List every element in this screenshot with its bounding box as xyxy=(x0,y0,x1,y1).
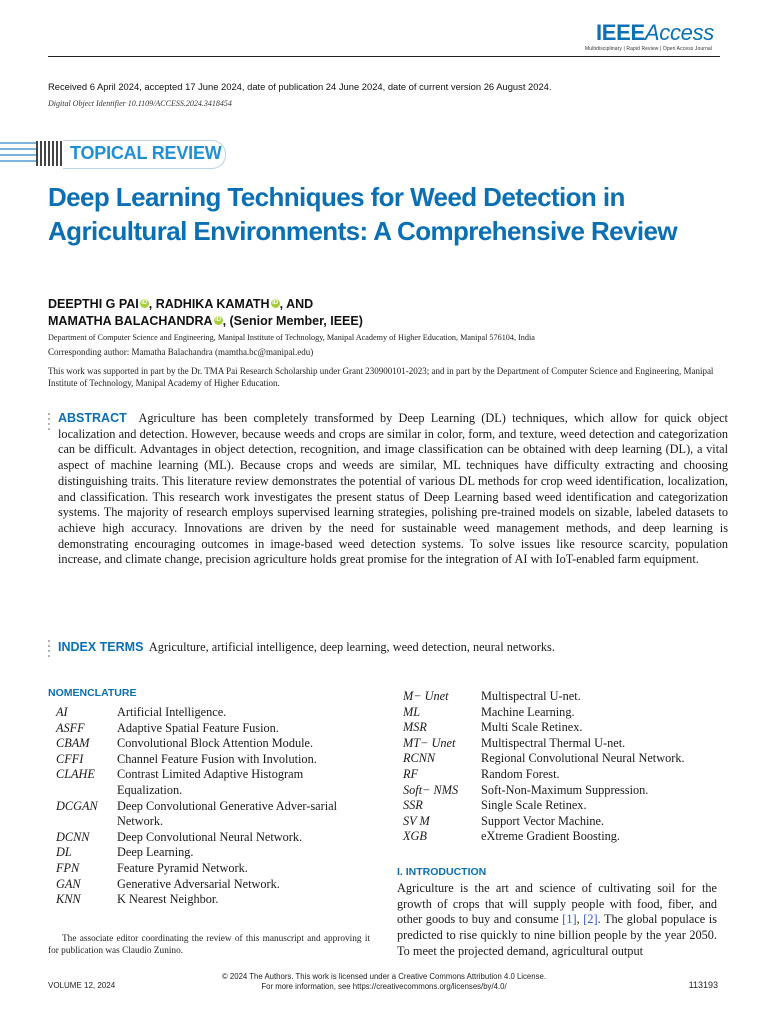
nomenclature-right xyxy=(403,689,723,845)
doi-line: Digital Object Identifier 10.1109/ACCESS.2024.3418454 xyxy=(48,99,232,108)
banner-stripe xyxy=(0,160,36,162)
abbreviation: RF xyxy=(403,766,419,781)
nomenclature-row xyxy=(56,861,356,877)
license-line: © 2024 The Authors. This work is licensed under a Creative Commons Attribution 4.0 License. xyxy=(222,972,546,981)
abbreviation: FPN xyxy=(56,860,80,875)
orcid-icon[interactable]: iD xyxy=(141,300,148,306)
abbreviation: CFFI xyxy=(56,751,84,766)
abbreviation: SSR xyxy=(403,798,423,813)
abstract xyxy=(58,411,728,568)
nomenclature-row xyxy=(56,752,356,768)
definition: Deep Convolutional Generative Adver-sarial Network. xyxy=(117,798,337,829)
abbreviation: DCNN xyxy=(56,829,90,844)
abstract-label: ABSTRACT xyxy=(58,411,127,425)
page-number: 113193 xyxy=(688,980,718,990)
definition: Contrast Limited Adaptive Histogram Equalization. xyxy=(117,767,304,797)
orcid-icon[interactable]: iD xyxy=(272,300,279,306)
corresponding-author: Corresponding author: Mamatha Balachandra (mamtha.bc@manipal.edu) xyxy=(48,347,314,357)
index-dots-icon xyxy=(48,640,51,660)
nomenclature-row xyxy=(403,689,723,705)
author-separator: , AND xyxy=(279,297,314,311)
intro-paragraph: Agriculture is the art and science of cultivating soil for the growth of crops that will supply people with food, fiber, and other goods to buy and consume xyxy=(397,881,717,927)
abbreviation: CLAHE xyxy=(56,767,95,782)
nomenclature-row xyxy=(56,845,356,861)
nomenclature-row xyxy=(403,829,723,845)
definition: Convolutional Block Attention Module. xyxy=(117,736,314,751)
abbreviation: DL xyxy=(56,845,72,860)
banner-stripe xyxy=(0,142,36,144)
citation-separator: , xyxy=(576,912,584,927)
header-rule xyxy=(48,56,720,57)
banner-bars-icon xyxy=(36,141,64,166)
citation-link[interactable]: [2] xyxy=(583,912,598,927)
abbreviation: MSR xyxy=(403,720,427,735)
abbreviation: XGB xyxy=(403,829,427,844)
abbreviation: CBAM xyxy=(56,736,90,751)
nomenclature-row xyxy=(403,720,723,736)
article-type-banner xyxy=(0,137,228,169)
definition: Multispectral Thermal U-net. xyxy=(481,735,626,750)
nomenclature-row xyxy=(403,814,723,830)
index-terms-label: INDEX TERMS xyxy=(58,640,144,654)
banner-stripe xyxy=(0,154,36,156)
nomenclature-row xyxy=(56,767,356,798)
abbreviation: M− Unet xyxy=(403,689,449,703)
definition: Regional Convolutional Neural Network. xyxy=(481,751,685,766)
definition: Artificial Intelligence. xyxy=(117,705,227,719)
article-title: Deep Learning Techniques for Weed Detection in Agricultural Environments: A Comprehensive Review xyxy=(48,182,677,246)
definition: Multispectral U-net. xyxy=(481,689,581,703)
author-membership: , (Senior Member, IEEE) xyxy=(222,314,363,328)
author-name: MAMATHA BALACHANDRA xyxy=(48,314,213,328)
banner-label: TOPICAL REVIEW xyxy=(70,143,222,163)
definition: Feature Pyramid Network. xyxy=(117,860,248,875)
abbreviation: AI xyxy=(56,705,68,719)
citation-link[interactable]: [1] xyxy=(562,912,577,927)
abbreviation: SV M xyxy=(403,813,430,828)
abstract-dots-icon xyxy=(48,413,51,433)
orcid-icon[interactable]: iD xyxy=(215,317,222,323)
abbreviation: KNN xyxy=(56,892,81,907)
nomenclature-row xyxy=(56,830,356,846)
volume-label: VOLUME 12, 2024 xyxy=(48,981,116,990)
nomenclature-row xyxy=(56,877,356,893)
journal-tagline: Multidisciplinary | Rapid Review | Open Access Journal xyxy=(585,46,712,52)
abstract-text: Agriculture has been completely transformed by Deep Learning (DL) techniques, which allow for quick object localization and detection. However, because weeds and crops are similar in color, form, and texture, weed detection and categorization can be difficult. Advantages in object detection, recognition, and image classification can be obtained with deep learning (DL), a vital aspect of machine learning (ML). Because crops and weeds are similar, ML techniques have difficulty extracting and choosing distinguishing traits. This literature review demonstrates the potential of various DL methods for crop weed identification, localization, and classification. This research work investigates the present status of Deep Learning based weed identification and categorization systems. The majority of research employs supervised learning strategies, polishing pre-trained models on sizable, labeled datasets to achieve high accuracy. Innovations are driven by the need for sustainable weed management methods, and deep learning is demonstrating encouraging outcomes in image-based weed detection systems. To solve issues like resource scarcity, population increase, and climate change, precision agriculture holds great promise for the integration of AI with IoT-enabled farm equipment. xyxy=(58,411,728,567)
license-url[interactable]: For more information, see https://creativecommons.org/licenses/by/4.0/ xyxy=(261,981,507,991)
abbreviation: ML xyxy=(403,704,421,719)
abbreviation: Soft− NMS xyxy=(403,782,459,797)
definition: Support Vector Machine. xyxy=(481,813,605,828)
definition: Multi Scale Retinex. xyxy=(481,720,583,735)
author-name: DEEPTHI G PAI xyxy=(48,297,139,311)
funding-note: This work was supported in part by the Dr. TMA Pai Research Scholarship under Grant 230900101-2023; and in part by the Department of Computer Science and Engineering, Manipal Institute of Technology, Manipal Academy of Higher Education. xyxy=(48,366,714,388)
definition: Soft-Non-Maximum Suppression. xyxy=(481,782,649,797)
license-notice xyxy=(0,972,768,991)
publication-dates: Received 6 April 2024, accepted 17 June 2024, date of publication 24 June 2024, date of current version 26 August 2024. xyxy=(48,81,552,92)
nomenclature-heading: NOMENCLATURE xyxy=(48,687,137,699)
nomenclature-row xyxy=(403,736,723,752)
definition: eXtreme Gradient Boosting. xyxy=(481,829,620,844)
logo-ieee: IEEE xyxy=(595,20,645,45)
banner-stripe xyxy=(0,148,36,150)
intro-paragraph: . The global populace is predicted to rise quickly to nine billion people by the year 2050. To meet the projected demand, agricultural output xyxy=(397,912,717,958)
definition: Generative Adversarial Network. xyxy=(117,876,280,891)
abbreviation: GAN xyxy=(56,876,81,891)
index-terms xyxy=(58,639,728,655)
nomenclature-row xyxy=(56,721,356,737)
nomenclature-row xyxy=(403,705,723,721)
affiliation: Department of Computer Science and Engineering, Manipal Institute of Technology, Manipal Academy of Higher Education, Manipal 576104, India xyxy=(48,333,535,342)
definition: Single Scale Retinex. xyxy=(481,798,587,813)
nomenclature-left xyxy=(56,705,356,908)
nomenclature-row xyxy=(56,892,356,908)
nomenclature-row xyxy=(56,799,356,830)
nomenclature-row xyxy=(403,798,723,814)
definition: Channel Feature Fusion with Involution. xyxy=(117,751,317,766)
nomenclature-row xyxy=(403,783,723,799)
nomenclature-row xyxy=(403,767,723,783)
nomenclature-row xyxy=(56,736,356,752)
abbreviation: ASFF xyxy=(56,720,85,735)
logo-access: Access xyxy=(644,20,714,45)
definition: K Nearest Neighbor. xyxy=(117,892,219,907)
introduction-heading: I. INTRODUCTION xyxy=(397,866,487,878)
abbreviation: RCNN xyxy=(403,751,436,766)
definition: Deep Learning. xyxy=(117,845,194,860)
definition: Machine Learning. xyxy=(481,704,575,719)
definition: Random Forest. xyxy=(481,766,560,781)
abbreviation: MT− Unet xyxy=(403,735,456,750)
author-name: , RADHIKA KAMATH xyxy=(148,297,270,311)
definition: Deep Convolutional Neural Network. xyxy=(117,829,303,844)
definition: Adaptive Spatial Feature Fusion. xyxy=(117,720,279,735)
editor-footnote: The associate editor coordinating the review of this manuscript and approving it for publication was Claudio Zunino. xyxy=(48,934,370,956)
index-terms-text: Agriculture, artificial intelligence, deep learning, weed detection, neural networks. xyxy=(148,640,555,654)
journal-logo xyxy=(596,22,714,44)
nomenclature-row xyxy=(56,705,356,721)
author-list xyxy=(48,296,688,330)
introduction-text xyxy=(397,881,717,960)
nomenclature-row xyxy=(403,751,723,767)
abbreviation: DCGAN xyxy=(56,798,98,813)
